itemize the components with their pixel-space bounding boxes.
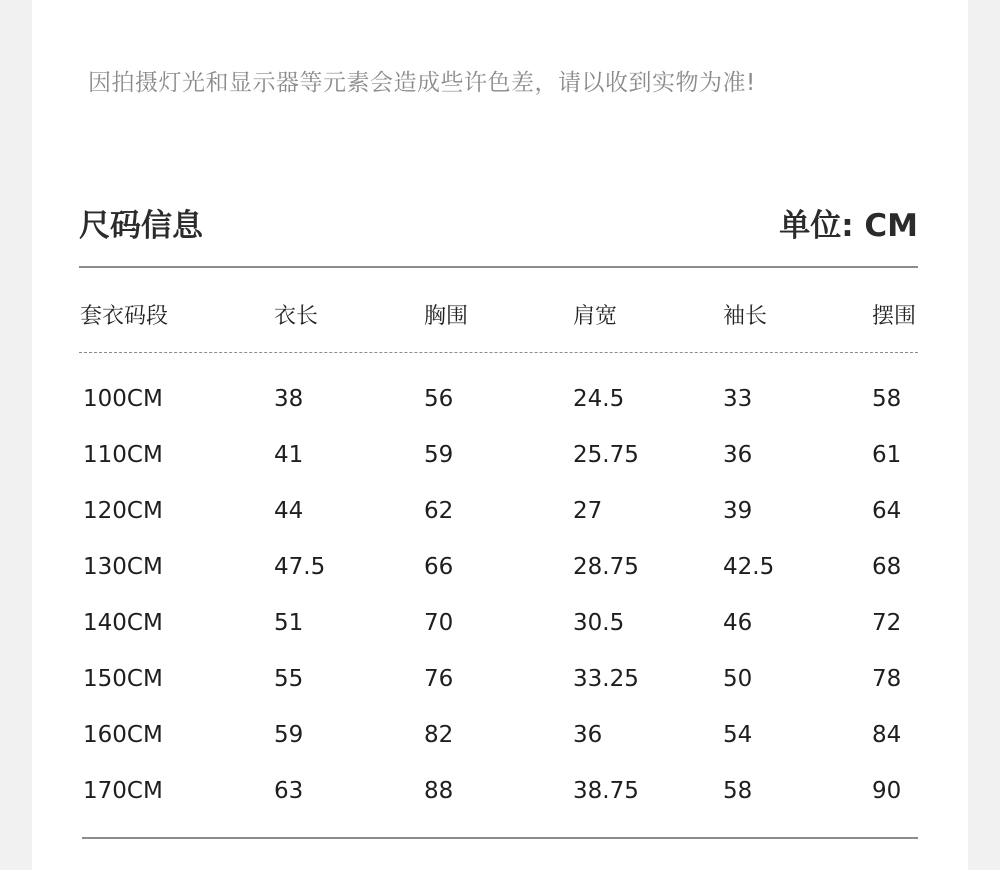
cell-sleeve: 42.5 [723, 554, 775, 580]
column-header-chest: 胸围 [424, 304, 469, 329]
cell-chest: 62 [424, 498, 454, 524]
cell-sleeve: 54 [723, 722, 753, 748]
cell-hem: 58 [872, 386, 902, 412]
unit-label: 单位: CM [779, 208, 918, 244]
table-row [32, 550, 968, 584]
cell-hem: 84 [872, 722, 902, 748]
cell-length: 41 [274, 442, 304, 468]
cell-chest: 76 [424, 666, 454, 692]
cell-hem: 90 [872, 778, 902, 804]
table-row [32, 662, 968, 696]
cell-hem: 68 [872, 554, 902, 580]
cell-size: 150CM [83, 666, 163, 692]
cell-length: 59 [274, 722, 304, 748]
cell-size: 160CM [83, 722, 163, 748]
cell-size: 110CM [83, 442, 163, 468]
cell-chest: 82 [424, 722, 454, 748]
top-divider [79, 266, 918, 268]
cell-hem: 72 [872, 610, 902, 636]
size-info-title: 尺码信息 [79, 208, 203, 244]
bottom-divider [82, 837, 918, 839]
cell-shoulder: 28.75 [573, 554, 639, 580]
cell-length: 47.5 [274, 554, 326, 580]
cell-hem: 78 [872, 666, 902, 692]
cell-length: 55 [274, 666, 304, 692]
table-row [32, 438, 968, 472]
cell-chest: 59 [424, 442, 454, 468]
table-row [32, 494, 968, 528]
cell-chest: 70 [424, 610, 454, 636]
cell-size: 170CM [83, 778, 163, 804]
cell-size: 100CM [83, 386, 163, 412]
cell-hem: 64 [872, 498, 902, 524]
table-header-row [32, 300, 968, 334]
column-header-hem: 摆围 [872, 304, 917, 329]
table-row [32, 606, 968, 640]
cell-shoulder: 38.75 [573, 778, 639, 804]
column-header-length: 衣长 [274, 304, 319, 329]
column-header-size: 套衣码段 [80, 304, 169, 329]
table-row [32, 382, 968, 416]
cell-sleeve: 46 [723, 610, 753, 636]
size-chart-card [32, 0, 968, 870]
color-difference-notice: 因拍摄灯光和显示器等元素会造成些许色差，请以收到实物为准! [88, 70, 756, 96]
cell-hem: 61 [872, 442, 902, 468]
cell-shoulder: 30.5 [573, 610, 625, 636]
cell-length: 63 [274, 778, 304, 804]
cell-chest: 66 [424, 554, 454, 580]
column-header-shoulder: 肩宽 [573, 304, 618, 329]
cell-sleeve: 33 [723, 386, 753, 412]
cell-sleeve: 50 [723, 666, 753, 692]
table-row [32, 774, 968, 808]
cell-size: 140CM [83, 610, 163, 636]
cell-shoulder: 36 [573, 722, 603, 748]
cell-shoulder: 33.25 [573, 666, 639, 692]
cell-shoulder: 25.75 [573, 442, 639, 468]
cell-length: 51 [274, 610, 304, 636]
cell-size: 120CM [83, 498, 163, 524]
cell-sleeve: 36 [723, 442, 753, 468]
cell-shoulder: 24.5 [573, 386, 625, 412]
header-dashed-divider [79, 352, 918, 353]
cell-length: 44 [274, 498, 304, 524]
column-header-sleeve: 袖长 [723, 304, 768, 329]
cell-length: 38 [274, 386, 304, 412]
cell-size: 130CM [83, 554, 163, 580]
cell-sleeve: 58 [723, 778, 753, 804]
table-row [32, 718, 968, 752]
cell-chest: 88 [424, 778, 454, 804]
cell-sleeve: 39 [723, 498, 753, 524]
cell-chest: 56 [424, 386, 454, 412]
cell-shoulder: 27 [573, 498, 603, 524]
